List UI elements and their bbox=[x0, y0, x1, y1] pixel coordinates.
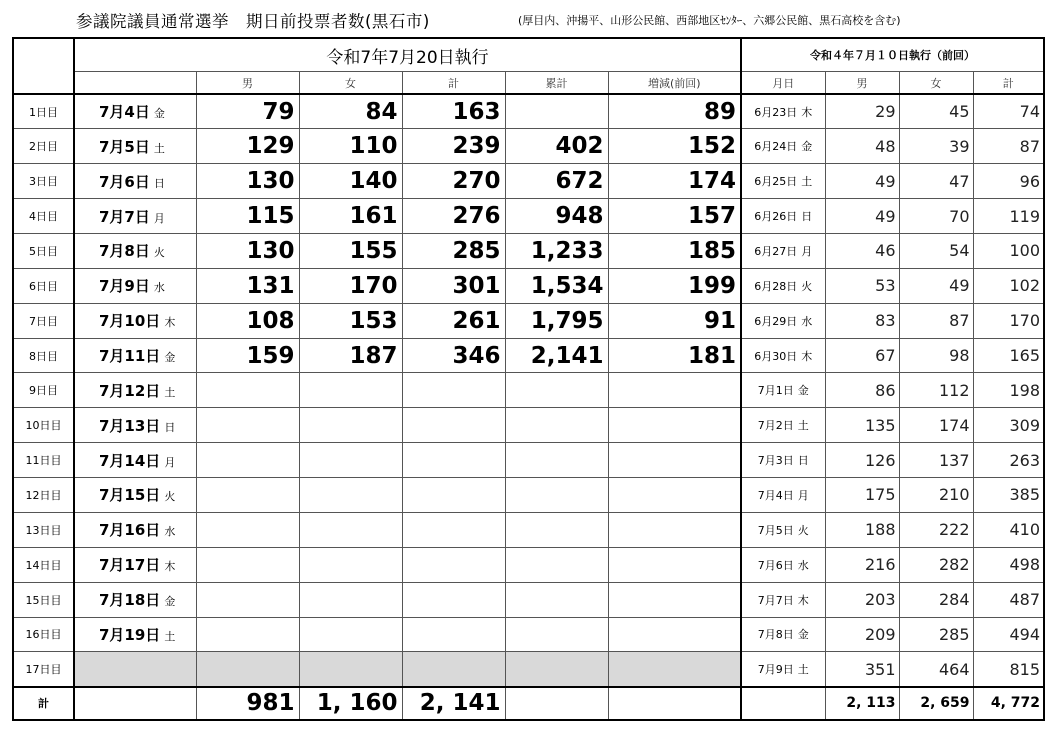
previous-date bbox=[741, 443, 825, 478]
table-row bbox=[13, 478, 1044, 513]
day-number: 16日目 bbox=[13, 617, 74, 652]
diff-count: 185 bbox=[608, 234, 741, 269]
total-count: 163 bbox=[402, 94, 505, 129]
previous-date bbox=[741, 652, 825, 687]
total-total: 2, 141 bbox=[402, 687, 505, 720]
prev-total-count: 309 bbox=[973, 408, 1044, 443]
current-date-text: 7月6日 bbox=[99, 172, 150, 191]
table-row bbox=[13, 129, 1044, 164]
col-header-prev-male: 男 bbox=[825, 72, 899, 95]
day-number: 1日目 bbox=[13, 94, 74, 129]
current-date bbox=[74, 94, 196, 129]
current-date bbox=[74, 234, 196, 269]
prev-total-count: 494 bbox=[973, 617, 1044, 652]
male-count bbox=[196, 652, 299, 687]
current-date bbox=[74, 303, 196, 338]
current-weekday: 土 bbox=[153, 141, 165, 155]
female-count: 187 bbox=[299, 338, 402, 373]
current-date bbox=[74, 617, 196, 652]
male-count: 115 bbox=[196, 199, 299, 234]
table-row bbox=[13, 164, 1044, 199]
total-cumulative-blank bbox=[505, 687, 608, 720]
prev-total-count: 498 bbox=[973, 547, 1044, 582]
cumulative-count bbox=[505, 373, 608, 408]
current-date-text: 7月10日 bbox=[99, 312, 161, 331]
total-prev-male: 2, 113 bbox=[825, 687, 899, 720]
day-number: 12日目 bbox=[13, 478, 74, 513]
prev-total-count: 100 bbox=[973, 234, 1044, 269]
previous-weekday: 土 bbox=[797, 419, 809, 433]
female-count: 170 bbox=[299, 268, 402, 303]
total-count bbox=[402, 408, 505, 443]
male-count bbox=[196, 617, 299, 652]
diff-count bbox=[608, 652, 741, 687]
day-number: 6日目 bbox=[13, 268, 74, 303]
previous-date-text: 6月23日 bbox=[754, 105, 798, 119]
cumulative-count bbox=[505, 617, 608, 652]
total-count bbox=[402, 478, 505, 513]
total-count bbox=[402, 652, 505, 687]
previous-date bbox=[741, 303, 825, 338]
previous-date bbox=[741, 547, 825, 582]
prev-total-count: 74 bbox=[973, 94, 1044, 129]
previous-weekday: 土 bbox=[801, 175, 813, 189]
day-number: 3日目 bbox=[13, 164, 74, 199]
total-count: 301 bbox=[402, 268, 505, 303]
diff-count bbox=[608, 408, 741, 443]
day-number: 9日目 bbox=[13, 373, 74, 408]
previous-date-text: 7月6日 bbox=[757, 558, 794, 572]
current-weekday: 金 bbox=[164, 595, 176, 609]
prev-male-count: 49 bbox=[825, 164, 899, 199]
current-weekday: 火 bbox=[164, 490, 176, 504]
cumulative-count: 948 bbox=[505, 199, 608, 234]
female-count bbox=[299, 547, 402, 582]
female-count bbox=[299, 373, 402, 408]
total-count bbox=[402, 443, 505, 478]
prev-female-count: 137 bbox=[899, 443, 973, 478]
page-subtitle: (厚目内、沖揚平、山形公民館、西部地区ｾﾝﾀｰ、六郷公民館、黒石高校を含む) bbox=[518, 14, 901, 27]
current-date bbox=[74, 268, 196, 303]
prev-total-count: 87 bbox=[973, 129, 1044, 164]
prev-male-count: 209 bbox=[825, 617, 899, 652]
table-row bbox=[13, 582, 1044, 617]
male-count bbox=[196, 512, 299, 547]
table-row bbox=[13, 408, 1044, 443]
total-count bbox=[402, 512, 505, 547]
female-count bbox=[299, 512, 402, 547]
previous-weekday: 月 bbox=[797, 488, 809, 502]
current-date bbox=[74, 478, 196, 513]
cumulative-count bbox=[505, 478, 608, 513]
current-date-text: 7月12日 bbox=[99, 381, 161, 400]
female-count: 155 bbox=[299, 234, 402, 269]
previous-date-text: 6月26日 bbox=[754, 210, 798, 224]
day-number: 2日目 bbox=[13, 129, 74, 164]
corner-cell bbox=[13, 38, 74, 94]
cumulative-count bbox=[505, 443, 608, 478]
day-number: 10日目 bbox=[13, 408, 74, 443]
previous-weekday: 火 bbox=[797, 523, 809, 537]
previous-date-text: 7月2日 bbox=[757, 419, 794, 433]
previous-date-text: 7月7日 bbox=[757, 593, 794, 607]
current-weekday: 木 bbox=[164, 316, 176, 330]
col-header-male: 男 bbox=[196, 72, 299, 95]
current-weekday: 月 bbox=[164, 455, 176, 469]
prev-male-count: 67 bbox=[825, 338, 899, 373]
prev-female-count: 282 bbox=[899, 547, 973, 582]
prev-female-count: 174 bbox=[899, 408, 973, 443]
male-count: 130 bbox=[196, 164, 299, 199]
day-number: 13日目 bbox=[13, 512, 74, 547]
male-count: 79 bbox=[196, 94, 299, 129]
previous-date-text: 7月5日 bbox=[757, 523, 794, 537]
male-count: 130 bbox=[196, 234, 299, 269]
previous-date-text: 6月25日 bbox=[754, 175, 798, 189]
previous-weekday: 水 bbox=[801, 314, 813, 328]
prev-total-count: 815 bbox=[973, 652, 1044, 687]
prev-male-count: 188 bbox=[825, 512, 899, 547]
current-date bbox=[74, 547, 196, 582]
diff-count: 91 bbox=[608, 303, 741, 338]
current-date-text: 7月13日 bbox=[99, 416, 161, 435]
prev-male-count: 46 bbox=[825, 234, 899, 269]
previous-election-header: 令和４年７月１０日執行（前回） bbox=[741, 38, 1044, 72]
total-count: 346 bbox=[402, 338, 505, 373]
previous-date-text: 6月30日 bbox=[754, 349, 798, 363]
male-count: 129 bbox=[196, 129, 299, 164]
cumulative-count: 2,141 bbox=[505, 338, 608, 373]
previous-date-text: 6月24日 bbox=[754, 140, 798, 154]
prev-total-count: 410 bbox=[973, 512, 1044, 547]
current-election-header: 令和7年7月20日執行 bbox=[74, 38, 741, 72]
table-row bbox=[13, 94, 1044, 129]
previous-date-text: 6月29日 bbox=[754, 314, 798, 328]
prev-total-count: 263 bbox=[973, 443, 1044, 478]
diff-count bbox=[608, 547, 741, 582]
previous-weekday: 木 bbox=[801, 105, 813, 119]
previous-date-text: 7月1日 bbox=[757, 384, 794, 398]
prev-total-count: 198 bbox=[973, 373, 1044, 408]
previous-weekday: 日 bbox=[797, 454, 809, 468]
female-count: 140 bbox=[299, 164, 402, 199]
female-count: 110 bbox=[299, 129, 402, 164]
total-count bbox=[402, 582, 505, 617]
prev-female-count: 98 bbox=[899, 338, 973, 373]
previous-date bbox=[741, 199, 825, 234]
male-count: 159 bbox=[196, 338, 299, 373]
current-date-text: 7月8日 bbox=[99, 242, 150, 261]
prev-total-count: 96 bbox=[973, 164, 1044, 199]
cumulative-count bbox=[505, 408, 608, 443]
current-weekday: 土 bbox=[164, 629, 176, 643]
table-row bbox=[13, 234, 1044, 269]
day-number: 8日目 bbox=[13, 338, 74, 373]
cumulative-count bbox=[505, 547, 608, 582]
current-weekday: 日 bbox=[164, 420, 176, 434]
current-date-text: 7月9日 bbox=[99, 277, 150, 296]
female-count bbox=[299, 408, 402, 443]
diff-count bbox=[608, 512, 741, 547]
cumulative-count: 672 bbox=[505, 164, 608, 199]
prev-total-count: 165 bbox=[973, 338, 1044, 373]
cumulative-count: 1,534 bbox=[505, 268, 608, 303]
table-row bbox=[13, 547, 1044, 582]
prev-male-count: 49 bbox=[825, 199, 899, 234]
current-date-text: 7月18日 bbox=[99, 591, 161, 610]
previous-weekday: 金 bbox=[797, 628, 809, 642]
prev-female-count: 87 bbox=[899, 303, 973, 338]
day-number: 14日目 bbox=[13, 547, 74, 582]
current-date bbox=[74, 164, 196, 199]
vote-table bbox=[12, 37, 1045, 721]
cumulative-count bbox=[505, 652, 608, 687]
diff-count: 181 bbox=[608, 338, 741, 373]
prev-male-count: 203 bbox=[825, 582, 899, 617]
prev-total-count: 119 bbox=[973, 199, 1044, 234]
total-prev-female: 2, 659 bbox=[899, 687, 973, 720]
total-count bbox=[402, 373, 505, 408]
current-date bbox=[74, 373, 196, 408]
cumulative-count: 402 bbox=[505, 129, 608, 164]
previous-date bbox=[741, 94, 825, 129]
col-header-total: 計 bbox=[402, 72, 505, 95]
current-weekday: 月 bbox=[153, 211, 165, 225]
current-weekday: 日 bbox=[153, 176, 165, 190]
diff-count: 157 bbox=[608, 199, 741, 234]
total-male: 981 bbox=[196, 687, 299, 720]
current-weekday: 水 bbox=[153, 281, 165, 295]
table-row bbox=[13, 373, 1044, 408]
male-count bbox=[196, 547, 299, 582]
col-header-female: 女 bbox=[299, 72, 402, 95]
current-date bbox=[74, 338, 196, 373]
cumulative-count bbox=[505, 512, 608, 547]
current-date bbox=[74, 443, 196, 478]
prev-total-count: 102 bbox=[973, 268, 1044, 303]
prev-female-count: 49 bbox=[899, 268, 973, 303]
title-bar bbox=[0, 0, 1055, 36]
total-count bbox=[402, 617, 505, 652]
total-count: 261 bbox=[402, 303, 505, 338]
previous-weekday: 木 bbox=[797, 593, 809, 607]
male-count bbox=[196, 373, 299, 408]
current-weekday: 金 bbox=[153, 107, 165, 121]
current-date-text: 7月15日 bbox=[99, 486, 161, 505]
table-row bbox=[13, 338, 1044, 373]
prev-female-count: 285 bbox=[899, 617, 973, 652]
male-count: 131 bbox=[196, 268, 299, 303]
diff-count: 199 bbox=[608, 268, 741, 303]
total-prev-date-blank bbox=[741, 687, 825, 720]
cumulative-count bbox=[505, 582, 608, 617]
table-row bbox=[13, 617, 1044, 652]
col-header-prev-total: 計 bbox=[973, 72, 1044, 95]
previous-date bbox=[741, 234, 825, 269]
previous-date-text: 6月27日 bbox=[754, 244, 798, 258]
table-row bbox=[13, 652, 1044, 687]
cumulative-count: 1,795 bbox=[505, 303, 608, 338]
total-row bbox=[13, 687, 1044, 720]
diff-count bbox=[608, 582, 741, 617]
diff-count: 89 bbox=[608, 94, 741, 129]
prev-female-count: 54 bbox=[899, 234, 973, 269]
current-date bbox=[74, 582, 196, 617]
previous-weekday: 金 bbox=[801, 140, 813, 154]
female-count: 84 bbox=[299, 94, 402, 129]
male-count bbox=[196, 443, 299, 478]
female-count bbox=[299, 582, 402, 617]
previous-date bbox=[741, 617, 825, 652]
day-number: 4日目 bbox=[13, 199, 74, 234]
current-date bbox=[74, 512, 196, 547]
current-date-text: 7月19日 bbox=[99, 625, 161, 644]
previous-weekday: 水 bbox=[797, 558, 809, 572]
current-weekday: 水 bbox=[164, 525, 176, 539]
previous-date-text: 7月8日 bbox=[757, 628, 794, 642]
previous-date bbox=[741, 164, 825, 199]
prev-male-count: 29 bbox=[825, 94, 899, 129]
total-label: 計 bbox=[13, 687, 74, 720]
col-header-date bbox=[74, 72, 196, 95]
prev-female-count: 39 bbox=[899, 129, 973, 164]
current-date bbox=[74, 129, 196, 164]
prev-female-count: 210 bbox=[899, 478, 973, 513]
previous-date-text: 6月28日 bbox=[754, 279, 798, 293]
prev-male-count: 86 bbox=[825, 373, 899, 408]
current-weekday: 火 bbox=[153, 246, 165, 260]
prev-female-count: 45 bbox=[899, 94, 973, 129]
previous-weekday: 火 bbox=[801, 279, 813, 293]
diff-count bbox=[608, 373, 741, 408]
diff-count: 174 bbox=[608, 164, 741, 199]
total-count: 239 bbox=[402, 129, 505, 164]
previous-weekday: 月 bbox=[801, 244, 813, 258]
current-date-text: 7月14日 bbox=[99, 451, 161, 470]
previous-date bbox=[741, 408, 825, 443]
prev-female-count: 222 bbox=[899, 512, 973, 547]
female-count: 161 bbox=[299, 199, 402, 234]
prev-male-count: 53 bbox=[825, 268, 899, 303]
prev-total-count: 170 bbox=[973, 303, 1044, 338]
prev-female-count: 464 bbox=[899, 652, 973, 687]
day-number: 11日目 bbox=[13, 443, 74, 478]
previous-weekday: 土 bbox=[797, 663, 809, 677]
prev-male-count: 83 bbox=[825, 303, 899, 338]
current-weekday: 木 bbox=[164, 560, 176, 574]
prev-male-count: 175 bbox=[825, 478, 899, 513]
current-date bbox=[74, 652, 196, 687]
cumulative-count: 1,233 bbox=[505, 234, 608, 269]
previous-weekday: 木 bbox=[801, 349, 813, 363]
total-count: 276 bbox=[402, 199, 505, 234]
prev-male-count: 216 bbox=[825, 547, 899, 582]
previous-date-text: 7月9日 bbox=[757, 663, 794, 677]
prev-female-count: 284 bbox=[899, 582, 973, 617]
current-date-text: 7月7日 bbox=[99, 207, 150, 226]
table-row bbox=[13, 512, 1044, 547]
diff-count bbox=[608, 478, 741, 513]
current-date-text: 7月11日 bbox=[99, 347, 161, 366]
page-title: 参議院議員通常選挙 期日前投票者数(黒石市) bbox=[76, 12, 430, 31]
diff-count: 152 bbox=[608, 129, 741, 164]
table-row bbox=[13, 443, 1044, 478]
previous-weekday: 日 bbox=[801, 210, 813, 224]
current-date bbox=[74, 408, 196, 443]
day-number: 7日目 bbox=[13, 303, 74, 338]
female-count bbox=[299, 443, 402, 478]
previous-date bbox=[741, 338, 825, 373]
total-count: 270 bbox=[402, 164, 505, 199]
diff-count bbox=[608, 617, 741, 652]
total-female: 1, 160 bbox=[299, 687, 402, 720]
cumulative-count bbox=[505, 94, 608, 129]
prev-male-count: 48 bbox=[825, 129, 899, 164]
table-row bbox=[13, 268, 1044, 303]
diff-count bbox=[608, 443, 741, 478]
current-date bbox=[74, 199, 196, 234]
day-number: 17日目 bbox=[13, 652, 74, 687]
col-header-cumulative: 累計 bbox=[505, 72, 608, 95]
current-date-text: 7月4日 bbox=[99, 103, 150, 122]
total-prev-total: 4, 772 bbox=[973, 687, 1044, 720]
total-count: 285 bbox=[402, 234, 505, 269]
current-weekday: 土 bbox=[164, 385, 176, 399]
prev-female-count: 70 bbox=[899, 199, 973, 234]
male-count bbox=[196, 582, 299, 617]
male-count: 108 bbox=[196, 303, 299, 338]
current-date-text: 7月16日 bbox=[99, 521, 161, 540]
total-diff-blank bbox=[608, 687, 741, 720]
female-count bbox=[299, 652, 402, 687]
previous-date bbox=[741, 268, 825, 303]
prev-female-count: 112 bbox=[899, 373, 973, 408]
col-header-prev-female: 女 bbox=[899, 72, 973, 95]
col-header-prev-date: 月日 bbox=[741, 72, 825, 95]
previous-date bbox=[741, 582, 825, 617]
prev-male-count: 126 bbox=[825, 443, 899, 478]
table-row bbox=[13, 303, 1044, 338]
prev-total-count: 487 bbox=[973, 582, 1044, 617]
previous-date bbox=[741, 512, 825, 547]
current-weekday: 金 bbox=[164, 351, 176, 365]
female-count: 153 bbox=[299, 303, 402, 338]
previous-weekday: 金 bbox=[797, 384, 809, 398]
day-number: 5日目 bbox=[13, 234, 74, 269]
prev-total-count: 385 bbox=[973, 478, 1044, 513]
prev-male-count: 351 bbox=[825, 652, 899, 687]
prev-female-count: 47 bbox=[899, 164, 973, 199]
current-date-text: 7月5日 bbox=[99, 137, 150, 156]
previous-date bbox=[741, 373, 825, 408]
table-row bbox=[13, 199, 1044, 234]
day-number: 15日目 bbox=[13, 582, 74, 617]
prev-male-count: 135 bbox=[825, 408, 899, 443]
previous-date-text: 7月4日 bbox=[757, 488, 794, 502]
male-count bbox=[196, 478, 299, 513]
female-count bbox=[299, 478, 402, 513]
total-count bbox=[402, 547, 505, 582]
previous-date bbox=[741, 129, 825, 164]
previous-date bbox=[741, 478, 825, 513]
current-date-text: 7月17日 bbox=[99, 556, 161, 575]
previous-date-text: 7月3日 bbox=[757, 454, 794, 468]
col-header-diff: 増減(前回) bbox=[608, 72, 741, 95]
total-date-blank bbox=[74, 687, 196, 720]
male-count bbox=[196, 408, 299, 443]
female-count bbox=[299, 617, 402, 652]
